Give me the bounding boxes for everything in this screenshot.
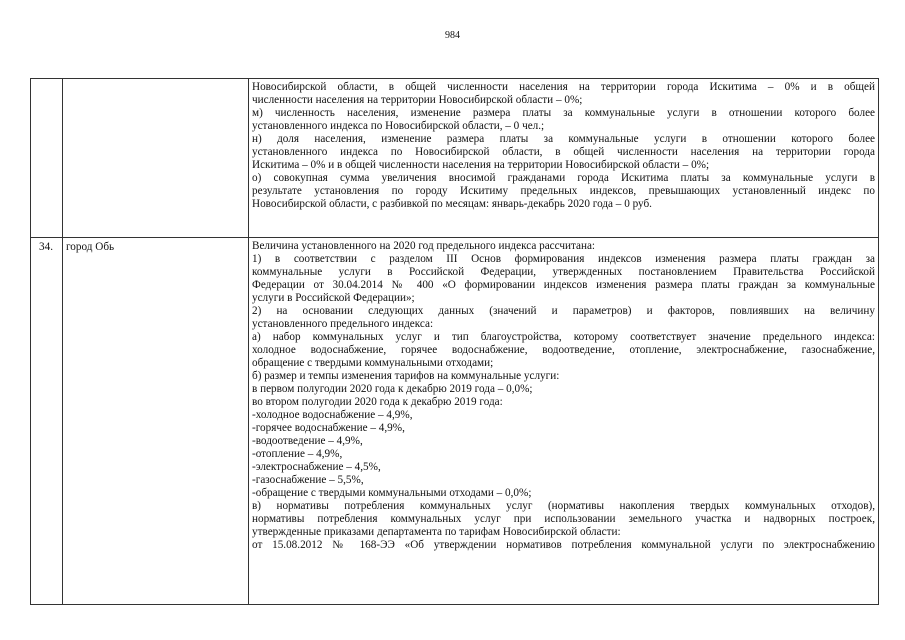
text-line: Величина установленного на 2020 год предельного индекса рассчитана: xyxy=(252,240,596,252)
table-row xyxy=(31,238,879,605)
text-line: Новосибирской области, с разбивкой по месяцам: январь-декабрь 2020 года – 0 руб. xyxy=(252,198,652,210)
description-cell xyxy=(249,238,879,605)
text-line: 2) на основании следующих данных (значений и параметров) и факторов, повлиявших на величину xyxy=(252,305,875,317)
row-number-cell xyxy=(31,79,63,238)
text-line: б) размер и темпы изменения тарифов на коммунальные услуги: xyxy=(252,370,560,382)
text-line: установленного индекса по Новосибирской области, – 0 чел.; xyxy=(252,120,545,132)
text-line: установленного индекса по Новосибирской области, в общей численности населения на территории города xyxy=(252,146,875,158)
text-line: -водоотведение – 4,9%, xyxy=(252,435,363,447)
table-row xyxy=(31,79,879,238)
description-cell xyxy=(249,79,879,238)
text-line: а) набор коммунальных услуг и тип благоустройства, которому соответствует значение предельного индекса: xyxy=(252,331,875,343)
text-line: м) численность населения, изменение размера платы за коммунальные услуги в отношении которого более xyxy=(252,107,875,119)
municipality-cell: город Обь xyxy=(63,238,249,605)
text-line: в) нормативы потребления коммунальных услуг (нормативы накопления твердых коммунальных отходов), xyxy=(252,500,875,512)
page-number: 984 xyxy=(445,30,460,41)
text-line: коммунальные услуги в Российской Федерации, утвержденных постановлением Правительства Российской xyxy=(252,266,875,278)
municipality-cell xyxy=(63,79,249,238)
text-line: утвержденные приказами департамента по тарифам Новосибирской области: xyxy=(252,526,621,538)
text-line: н) доля населения, изменение размера платы за коммунальные услуги в отношении которого более xyxy=(252,133,875,145)
text-line: холодное водоснабжение, горячее водоснабжение, водоотведение, отопление, электроснабжение, газоснабжение, xyxy=(252,344,875,356)
text-line: -горячее водоснабжение – 4,9%, xyxy=(252,422,405,434)
indices-table xyxy=(30,78,879,605)
text-line: в первом полугодии 2020 года к декабрю 2019 года – 0,0%; xyxy=(252,383,533,395)
text-line: установленного предельного индекса: xyxy=(252,318,434,330)
text-line: -отопление – 4,9%, xyxy=(252,448,343,460)
row-number-cell: 34. xyxy=(31,238,63,605)
text-line: численности населения на территории Новосибирской области – 0%; xyxy=(252,94,583,106)
text-line: обращение с твердыми коммунальными отходами; xyxy=(252,357,494,369)
text-line: Федерации от 30.04.2014 № 400 «О формировании индексов изменения размера платы граждан за коммунальные xyxy=(252,279,875,291)
text-line: услуги в Российской Федерации»; xyxy=(252,292,415,304)
text-line: во втором полугодии 2020 года к декабрю 2019 года: xyxy=(252,396,503,408)
text-line: Новосибирской области, в общей численности населения на территории города Искитима – 0% и в общей xyxy=(252,81,875,93)
text-line: Искитима – 0% и в общей численности населения на территории Новосибирской области – 0%; xyxy=(252,159,710,171)
text-line: 1) в соответствии с разделом III Основ формирования индексов изменения размера платы граждан за xyxy=(252,253,875,265)
text-line: -газоснабжение – 5,5%, xyxy=(252,474,364,486)
text-line: -холодное водоснабжение – 4,9%, xyxy=(252,409,413,421)
text-line: -обращение с твердыми коммунальными отходами – 0,0%; xyxy=(252,487,532,499)
text-line: результате установления по городу Искитиму предельных индексов, превышающих установленный индекс по xyxy=(252,185,875,197)
text-line: нормативы потребления коммунальных услуг при использовании земельного участка и надворных построек, xyxy=(252,513,875,525)
text-line: от 15.08.2012 № 168-ЭЭ «Об утверждении нормативов потребления коммунальной услуги по электроснабжению xyxy=(252,539,875,551)
text-line: -электроснабжение – 4,5%, xyxy=(252,461,381,473)
text-line: о) совокупная сумма увеличения вносимой гражданами города Искитима платы за коммунальные услуги в xyxy=(252,172,875,184)
